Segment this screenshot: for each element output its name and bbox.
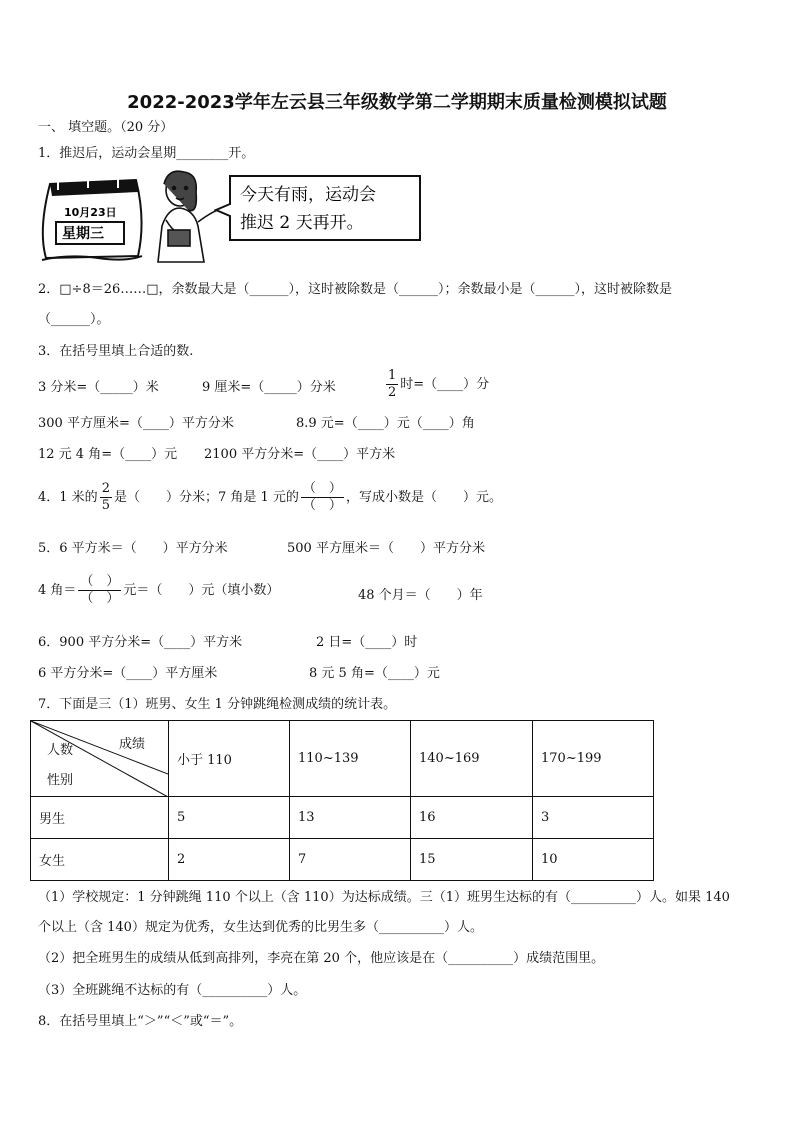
q3-item-6: 12 元 4 角=（____）元 — [38, 447, 178, 462]
column-header: 140~169 — [411, 721, 533, 797]
table-cell: 10 — [533, 839, 654, 881]
q7-sub-1-line-1: （1）学校规定：1 分钟跳绳 110 个以上（含 110）为达标成绩。三（1）班男生达标的有（__________）人。如果 140 — [38, 890, 730, 905]
section-heading: 一、 填空题。（20 分） — [38, 120, 174, 135]
speech-line-2: 推迟 2 天再开。 — [240, 213, 364, 233]
column-header: 110~139 — [290, 721, 411, 797]
fraction: $\frac{1}{2}$ — [388, 368, 397, 400]
row-label: 男生 — [31, 797, 169, 839]
row-label: 女生 — [31, 839, 169, 881]
table-cell: 2 — [169, 839, 290, 881]
q6-item-3: 6 平方分米=（____）平方厘米 — [38, 666, 218, 681]
question-2-line-2: （______）。 — [38, 312, 110, 327]
diag-label-score: 成绩 — [119, 737, 146, 752]
question-3-title: 3．在括号里填上合适的数. — [38, 344, 194, 359]
q5-item-3: 4 角＝ $\frac{( )}{( )}$ 元＝（ ）元（填小数） — [38, 574, 280, 606]
table-cell: 16 — [411, 797, 533, 839]
q7-sub-3: （3）全班跳绳不达标的有（__________）人。 — [38, 983, 307, 998]
calendar-date: 10月23日 — [64, 206, 117, 219]
column-header: 170~199 — [533, 721, 654, 797]
q6-item-1: 6．900 平方分米=（____）平方米 — [38, 635, 243, 650]
fraction-blank: $\frac{( )}{( )}$ — [80, 574, 120, 606]
teacher-figure-icon — [158, 171, 224, 262]
diag-label-gender: 性别 — [47, 773, 74, 788]
calendar-weekday: 星期三 — [62, 226, 104, 242]
q3-item-4: 300 平方厘米=（____）平方分米 — [38, 416, 234, 431]
q5-item-1: 5．6 平方米＝（ ）平方分米 — [38, 541, 228, 556]
q5-item-4: 48 个月＝（ ）年 — [358, 588, 483, 603]
table-row — [31, 797, 654, 839]
question-4: 4．1 米的 $\frac{2}{5}$ 是（ ）分米；7 角是 1 元的 $\frac{( )}{( )}$ ，写成小数是（ ）元。 — [38, 481, 502, 513]
table-cell: 15 — [411, 839, 533, 881]
q6-item-4: 8 元 5 角=（____）元 — [309, 666, 440, 681]
table-cell: 7 — [290, 839, 411, 881]
q3-item-3: $\frac{1}{2}$ 时=（____）分 — [388, 368, 490, 400]
question-8: 8．在括号里填上“＞”“＜”或“＝”。 — [38, 1014, 243, 1029]
q3-item-2: 9 厘米=（_____）分米 — [202, 380, 336, 395]
question-1: 1．推迟后，运动会星期________开。 — [38, 146, 255, 161]
diagonal-header-cell — [31, 721, 169, 797]
statistics-table — [30, 720, 654, 881]
table-cell: 5 — [169, 797, 290, 839]
diag-label-count: 人数 — [47, 743, 74, 758]
question-7-title: 7．下面是三（1）班男、女生 1 分钟跳绳检测成绩的统计表。 — [38, 697, 397, 712]
q3-item-7: 2100 平方分米=（____）平方米 — [204, 447, 396, 462]
fraction-blank: $\frac{( )}{( )}$ — [302, 481, 342, 513]
q3-item-1: 3 分米=（_____）米 — [38, 380, 159, 395]
speech-line-1: 今天有雨，运动会 — [240, 185, 376, 205]
q6-item-2: 2 日=（____）时 — [316, 635, 418, 650]
table-row — [31, 839, 654, 881]
fraction: $\frac{2}{5}$ — [101, 481, 110, 513]
question-2-line-1: 2．□÷8＝26……□，余数最大是（______），这时被除数是（______）；余数最小是（______），这时被除数是 — [38, 282, 673, 297]
q7-sub-2: （2）把全班男生的成绩从低到高排列，李亮在第 20 个，他应该是在（__________）成绩范围里。 — [38, 951, 605, 966]
table-cell: 3 — [533, 797, 654, 839]
q7-sub-1-line-2: 个以上（含 140）规定为优秀，女生达到优秀的比男生多（__________）人。 — [38, 920, 483, 935]
question-1-illustration — [38, 170, 428, 266]
q5-item-2: 500 平方厘米＝（ ）平方分米 — [287, 541, 485, 556]
table-header-row — [31, 721, 654, 797]
table-cell: 13 — [290, 797, 411, 839]
q3-item-5: 8.9 元=（____）元（____）角 — [296, 416, 475, 431]
column-header: 小于 110 — [169, 721, 290, 797]
page-title: 2022-2023学年左云县三年级数学第二学期期末质量检测模拟试题 — [127, 92, 667, 113]
